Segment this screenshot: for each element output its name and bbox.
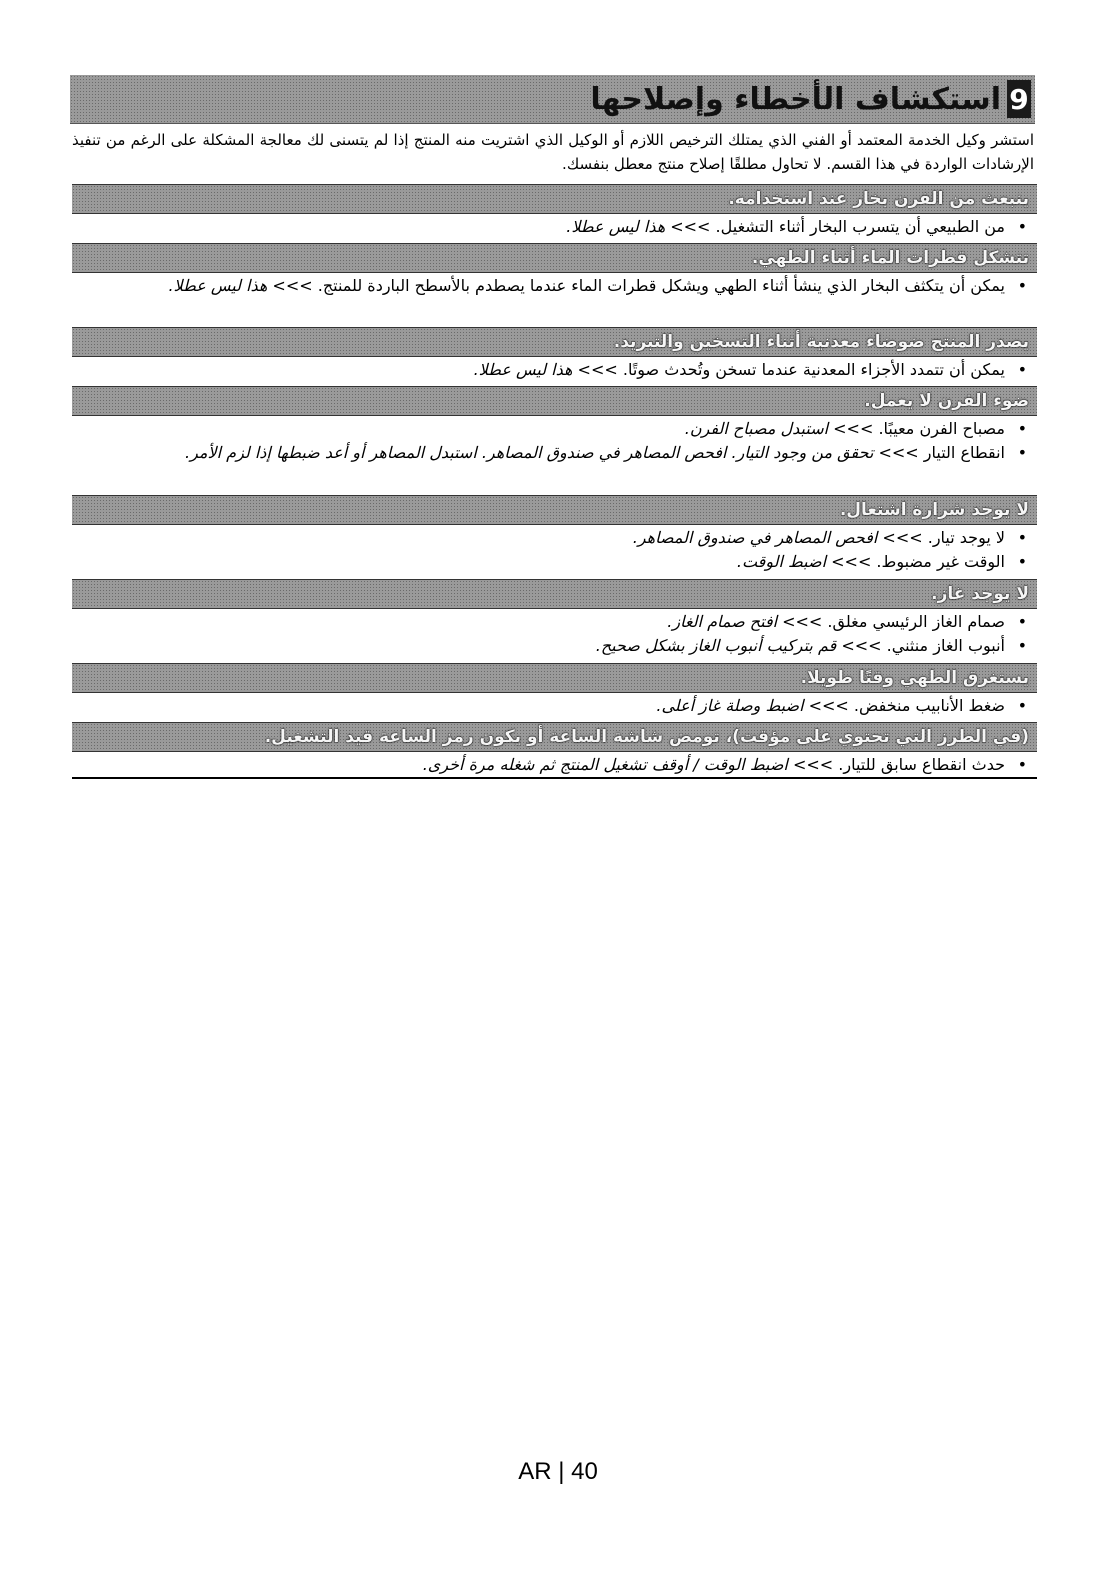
section-heading: (في الطرز التي تحتوي على مؤقت)، تومض شاشة الساعة أو يكون رمز الساعة قيد التشغيل. bbox=[72, 722, 1037, 752]
section-items bbox=[72, 215, 1037, 239]
section-heading: ينبعث من الفرن بخار عند استخدامه. bbox=[72, 184, 1037, 214]
list-item: • انقطاع التيار >>> تحقق من وجود التيار. افحص المصاهر في صندوق المصاهر. استبدل المصاهر أو أعد ضبطها إذا لزم الأمر. bbox=[72, 441, 1005, 465]
list-item: • حدث انقطاع سابق للتيار. >>> اضبط الوقت / أوقف تشغيل المنتج ثم شغله مرة أخرى. bbox=[72, 753, 1005, 777]
list-item: • يمكن أن يتكثف البخار الذي ينشأ أثناء الطهي ويشكل قطرات الماء عندما يصطدم بالأسطح الباردة للمنتج. >>> هذا ليس عطلا. bbox=[72, 274, 1005, 298]
bullet-icon: • bbox=[1017, 419, 1027, 438]
bullet-icon: • bbox=[1017, 696, 1027, 715]
section-items bbox=[72, 358, 1037, 382]
bullet-icon: • bbox=[1017, 612, 1027, 631]
section-items bbox=[72, 753, 1037, 777]
page-number: AR | 40 bbox=[518, 1458, 598, 1485]
section-heading: ضوء الفرن لا يعمل. bbox=[72, 386, 1037, 416]
section-heading: يستغرق الطهي وقتًا طويلا. bbox=[72, 663, 1037, 693]
chapter-title: استكشاف الأخطاء وإصلاحها bbox=[590, 81, 1001, 117]
bullet-icon: • bbox=[1017, 443, 1027, 462]
section-items bbox=[72, 417, 1037, 465]
section-heading: تتشكل قطرات الماء أثناء الطهي. bbox=[72, 243, 1037, 273]
section-heading: لا يوجد شرارة اشتعال. bbox=[72, 495, 1037, 525]
bullet-icon: • bbox=[1017, 552, 1027, 571]
table-bottom-rule bbox=[72, 777, 1037, 779]
list-item: • صمام الغاز الرئيسي مغلق. >>> افتح صمام الغاز. bbox=[72, 610, 1005, 634]
list-item: • الوقت غير مضبوط. >>> اضبط الوقت. bbox=[72, 550, 1005, 574]
bullet-icon: • bbox=[1017, 360, 1027, 379]
bullet-icon: • bbox=[1017, 755, 1027, 774]
list-item: • يمكن أن تتمدد الأجزاء المعدنية عندما تسخن وتُحدث صوتًا. >>> هذا ليس عطلا. bbox=[72, 358, 1005, 382]
list-item: • أنبوب الغاز منثني. >>> قم بتركيب أنبوب الغاز بشكل صحيح. bbox=[72, 634, 1005, 658]
bullet-icon: • bbox=[1017, 217, 1027, 236]
section-heading: يصدر المنتج ضوضاء معدنية أثناء التسخين والتبريد. bbox=[72, 327, 1037, 357]
section-items bbox=[72, 610, 1037, 658]
list-item: • لا يوجد تيار. >>> افحص المصاهر في صندوق المصاهر. bbox=[72, 526, 1005, 550]
list-item: • مصباح الفرن معيبًا. >>> استبدل مصباح الفرن. bbox=[72, 417, 1005, 441]
section-items bbox=[72, 274, 1037, 298]
chapter-number: 9 bbox=[1007, 80, 1031, 118]
bullet-icon: • bbox=[1017, 276, 1027, 295]
bullet-icon: • bbox=[1017, 636, 1027, 655]
list-item: • ضغط الأنابيب منخفض. >>> اضبط وصلة غاز أعلى. bbox=[72, 694, 1005, 718]
bullet-icon: • bbox=[1017, 528, 1027, 547]
section-heading: لا يوجد غاز. bbox=[72, 579, 1037, 609]
chapter-title-bar bbox=[70, 75, 1035, 124]
intro-paragraph: استشر وكيل الخدمة المعتمد أو الفني الذي يمتلك الترخيص اللازم أو الوكيل الذي اشتريت منه المنتج إذا لم يتسنى لك معالجة المشكلة على الرغم من تنفيذ الإرشادات الواردة في هذا القسم. لا تحاول مطلقًا إصلاح منتج معطل بنفسك. bbox=[72, 131, 1034, 173]
list-item: • من الطبيعي أن يتسرب البخار أثناء التشغيل. >>> هذا ليس عطلا. bbox=[72, 215, 1005, 239]
section-items bbox=[72, 526, 1037, 574]
section-items bbox=[72, 694, 1037, 718]
